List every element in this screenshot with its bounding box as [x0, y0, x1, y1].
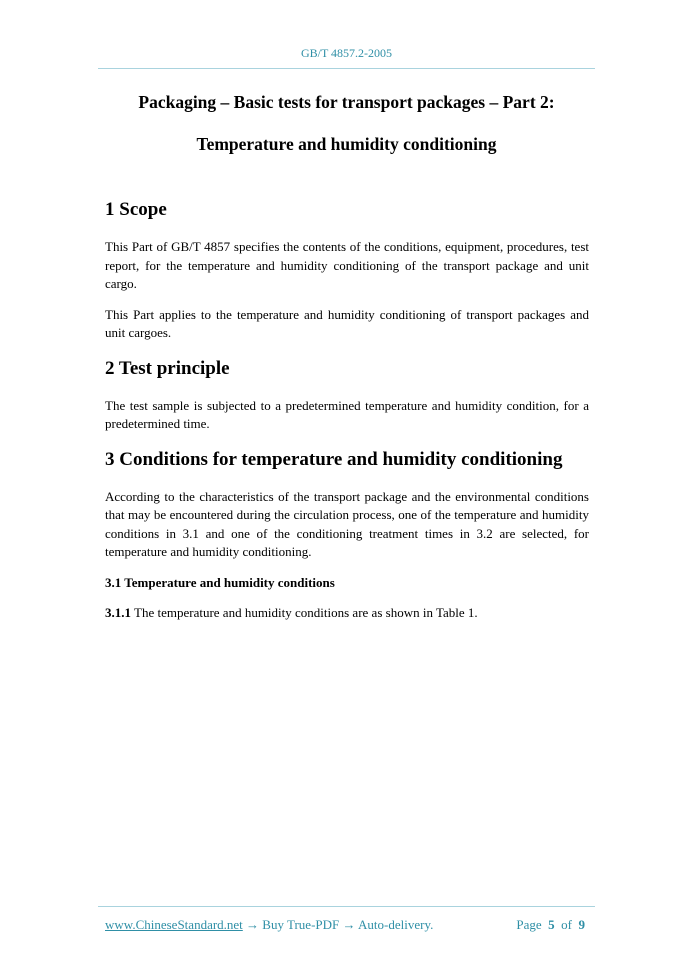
- principle-paragraph-1: The test sample is subjected to a predetermined temperature and humidity condition, for a predetermined time.: [105, 397, 589, 431]
- page-of: of: [561, 917, 572, 932]
- arrow-right-icon: →: [242, 917, 263, 932]
- footer-site-link[interactable]: www.ChineseStandard.net: [105, 917, 243, 932]
- footer-buy-link[interactable]: Buy True-PDF: [262, 917, 340, 932]
- header-doc-code: GB/T 4857.2-2005: [300, 46, 393, 60]
- conditions-heading: 3 Conditions for temperature and humidity conditioning: [105, 448, 563, 470]
- clause-3-1-1: [105, 604, 589, 623]
- clause-3-1-1-text: The temperature and humidity conditions are as shown in Table 1.: [131, 604, 478, 620]
- title-line-2: Temperature and humidity conditioning: [196, 134, 497, 154]
- arrow-right-icon: →: [339, 917, 359, 932]
- conditions-paragraph-1: According to the characteristics of the transport package and the environmental conditions that may be encountered during the circulation process, one of the temperature and humidity conditions in 3.1 and one of the conditioning treatment times in 3.2 are selected, for temperature and humidity conditioning.: [105, 488, 589, 559]
- footer-divider: [98, 906, 595, 907]
- section-test-principle: [105, 357, 589, 434]
- footer-promo: [105, 917, 433, 933]
- principle-heading: 2 Test principle: [105, 357, 230, 379]
- subsection-3-1-heading: 3.1 Temperature and humidity conditions: [105, 574, 335, 590]
- section-scope: [105, 198, 589, 343]
- page-current: 5: [548, 917, 555, 932]
- clause-3-1-1-number: 3.1.1: [105, 604, 131, 620]
- page-total: 9: [578, 917, 585, 932]
- page-number: [516, 917, 585, 933]
- document-title: [0, 92, 693, 154]
- page-body: [105, 198, 589, 636]
- scope-paragraph-2: This Part applies to the temperature and humidity conditioning of transport packages and unit cargoes.: [105, 306, 589, 340]
- title-line-1: Packaging – Basic tests for transport packages – Part 2:: [138, 92, 555, 112]
- header-divider: [98, 68, 595, 69]
- page-label: Page: [516, 917, 542, 932]
- section-conditions: [105, 448, 589, 623]
- scope-heading: 1 Scope: [105, 199, 167, 220]
- footer-delivery-text: Auto-delivery.: [358, 917, 434, 932]
- scope-paragraph-1: This Part of GB/T 4857 specifies the contents of the conditions, equipment, procedures, test report, for the temperature and humidity conditioning of the transport package and unit cargo.: [105, 239, 589, 291]
